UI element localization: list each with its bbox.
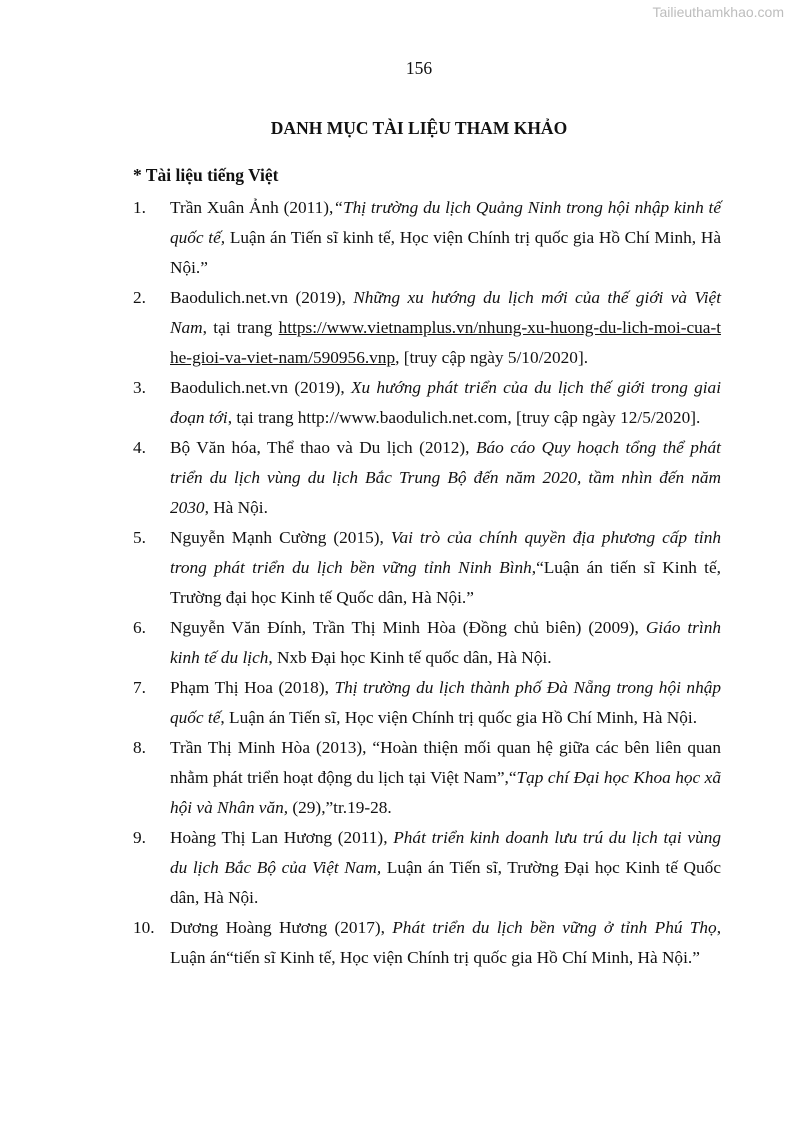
reference-number: 4.: [133, 438, 146, 457]
reference-item: 7. Phạm Thị Hoa (2018), Thị trường du lịch thành phố Đà Nẵng trong hội nhập quốc tế, Luận án Tiến sĩ, Học viện Chính trị quốc gia Hồ Chí Minh, Hà Nội.: [133, 673, 721, 733]
reference-item: 5. Nguyễn Mạnh Cường (2015), Vai trò của chính quyền địa phương cấp tỉnh trong phát triển du lịch bền vững tỉnh Ninh Bình,“Luận án tiến sĩ Kinh tế, Trường đại học Kinh tế Quốc dân, Hà Nội.”: [133, 523, 721, 613]
reference-item: 4. Bộ Văn hóa, Thể thao và Du lịch (2012), Báo cáo Quy hoạch tổng thể phát triển du lịch vùng du lịch Bắc Trung Bộ đến năm 2020, tầm nhìn đến năm 2030, Hà Nội.: [133, 433, 721, 523]
page-title: DANH MỤC TÀI LIỆU THAM KHẢO: [270, 118, 568, 138]
reference-number: 8.: [133, 738, 146, 757]
reference-number: 1.: [133, 198, 146, 217]
reference-item: 2. Baodulich.net.vn (2019), Những xu hướng du lịch mới của thế giới và Việt Nam, tại trang https://www.vietnamplus.vn/nhung-xu-huong-du-lich-moi-cua-the-gioi-va-viet-nam/590956.vnp, [truy cập ngày 5/10/2020].: [133, 283, 721, 373]
reference-item: 8. Trần Thị Minh Hòa (2013), “Hoàn thiện mối quan hệ giữa các bên liên quan nhằm phát triển hoạt động du lịch tại Việt Nam”,“Tạp chí Đại học Khoa học xã hội và Nhân văn, (29),”tr.19-28.: [133, 733, 721, 823]
watermark: Tailieuthamkhao.com: [652, 4, 784, 20]
reference-list: [133, 193, 721, 973]
reference-item: 10. Dương Hoàng Hương (2017), Phát triển du lịch bền vững ở tỉnh Phú Thọ, Luận án“tiến sĩ Kinh tế, Học viện Chính trị quốc gia Hồ Chí Minh, Hà Nội.”: [133, 913, 721, 973]
reference-item: 6. Nguyễn Văn Đính, Trần Thị Minh Hòa (Đồng chủ biên) (2009), Giáo trình kinh tế du lịch, Nxb Đại học Kinh tế quốc dân, Hà Nội.: [133, 613, 721, 673]
reference-number: 9.: [133, 828, 146, 847]
reference-link[interactable]: https://www.vietnamplus.vn/nhung-xu-huong-du-lich-moi-cua-the-gioi-va-viet-nam/590956.vnp: [170, 318, 721, 367]
section-heading: * Tài liệu tiếng Việt: [133, 165, 279, 185]
reference-number: 7.: [133, 678, 146, 697]
reference-item: 9. Hoàng Thị Lan Hương (2011), Phát triển kinh doanh lưu trú du lịch tại vùng du lịch Bắc Bộ của Việt Nam, Luận án Tiến sĩ, Trường Đại học Kinh tế Quốc dân, Hà Nội.: [133, 823, 721, 913]
reference-number: 10.: [133, 918, 155, 937]
reference-number: 5.: [133, 528, 146, 547]
reference-number: 2.: [133, 288, 146, 307]
reference-item: 1. Trần Xuân Ảnh (2011),“Thị trường du lịch Quảng Ninh trong hội nhập kinh tế quốc tế, Luận án Tiến sĩ kinh tế, Học viện Chính trị quốc gia Hồ Chí Minh, Hà Nội.”: [133, 193, 721, 283]
page-number: 156: [405, 58, 433, 78]
reference-number: 3.: [133, 378, 146, 397]
reference-number: 6.: [133, 618, 146, 637]
reference-item: 3. Baodulich.net.vn (2019), Xu hướng phát triển của du lịch thế giới trong giai đoạn tới, tại trang http://www.baodulich.net.com, [truy cập ngày 12/5/2020].: [133, 373, 721, 433]
